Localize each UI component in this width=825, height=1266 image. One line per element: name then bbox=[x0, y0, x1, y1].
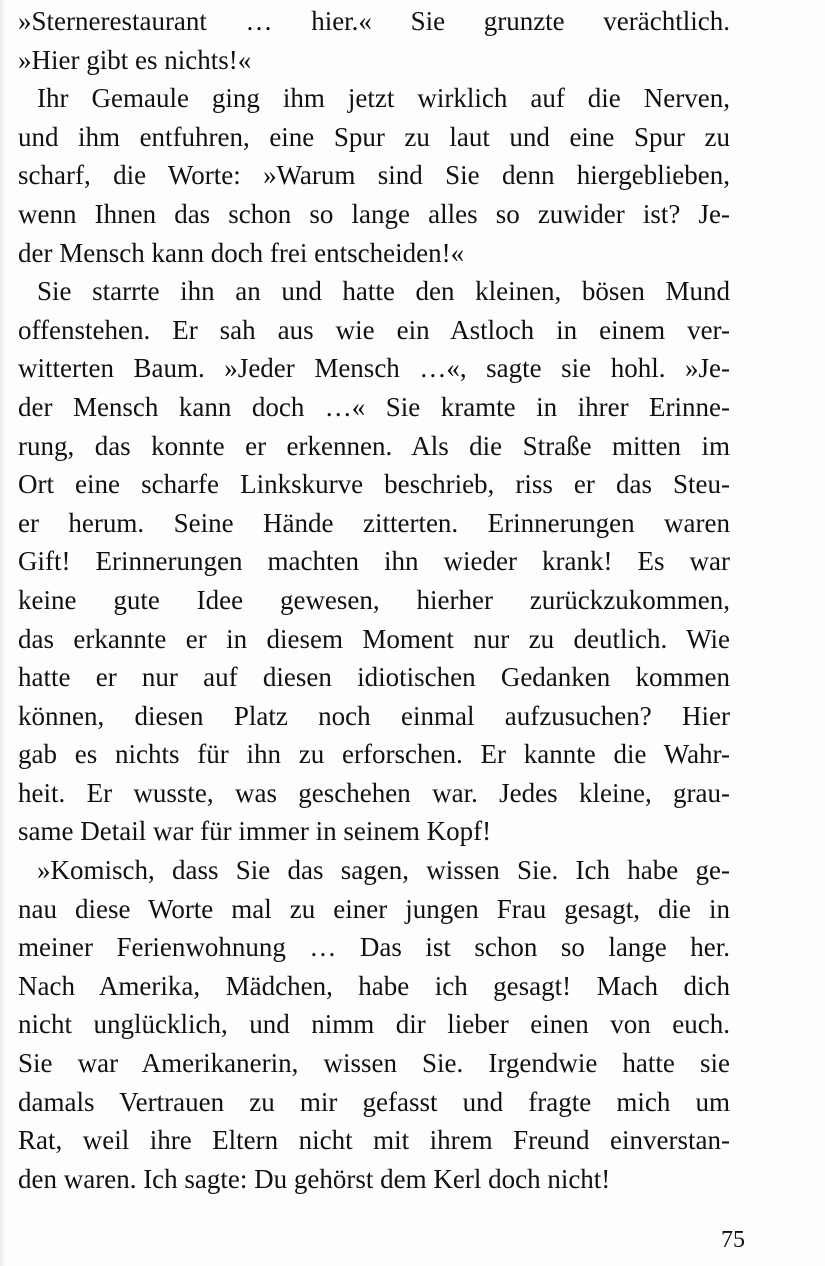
text-line: hatte er nur auf diesen idiotischen Gedanken kommen bbox=[18, 662, 730, 693]
text-line: damals Vertrauen zu mir gefasst und fragte mich um bbox=[18, 1086, 730, 1117]
text-line: und ihm entfuhren, eine Spur zu laut und eine Spur zu bbox=[18, 121, 730, 152]
text-line: Sie war Amerikanerin, wissen Sie. Irgendwie hatte sie bbox=[18, 1048, 730, 1079]
text-line: same Detail war für immer in seinem Kopf! bbox=[18, 816, 492, 847]
text-line: Rat, weil ihre Eltern nicht mit ihrem Freund einverstan- bbox=[18, 1125, 730, 1156]
text-line: den waren. Ich sagte: Du gehörst dem Kerl doch nicht! bbox=[18, 1163, 611, 1194]
text-line: heit. Er wusste, was geschehen war. Jedes kleine, grau- bbox=[18, 777, 730, 808]
text-line: offenstehen. Er sah aus wie ein Astloch in einem ver- bbox=[18, 314, 730, 345]
text-line: meiner Ferienwohnung … Das ist schon so lange her. bbox=[18, 932, 730, 963]
text-line: der Mensch kann doch frei entscheiden!« bbox=[18, 237, 465, 268]
page-left-edge-shadow bbox=[0, 0, 5, 1266]
text-line: das erkannte er in diesem Moment nur zu deutlich. Wie bbox=[18, 623, 730, 654]
text-line: der Mensch kann doch …« Sie kramte in ihrer Erinne- bbox=[18, 391, 730, 422]
text-line: er herum. Seine Hände zitterten. Erinnerungen waren bbox=[18, 507, 730, 538]
paragraph bbox=[18, 2, 730, 79]
text-line: nau diese Worte mal zu einer jungen Frau gesagt, die in bbox=[18, 893, 730, 924]
paragraph bbox=[18, 79, 730, 272]
text-line: wenn Ihnen das schon so lange alles so zuwider ist? Je- bbox=[18, 198, 730, 229]
text-line: rung, das konnte er erkennen. Als die Straße mitten im bbox=[18, 430, 730, 461]
paragraph bbox=[18, 851, 730, 1198]
text-line: »Sternerestaurant … hier.« Sie grunzte verächtlich. bbox=[18, 6, 730, 36]
body-text bbox=[18, 2, 730, 1198]
text-line: »Hier gibt es nichts!« bbox=[18, 44, 252, 75]
page-number: 75 bbox=[721, 1227, 745, 1253]
text-line: nicht unglücklich, und nimm dir lieber einen von euch. bbox=[18, 1009, 730, 1040]
text-line: können, diesen Platz noch einmal aufzusuchen? Hier bbox=[18, 700, 730, 731]
paragraph bbox=[18, 272, 730, 851]
text-line: Ihr Gemaule ging ihm jetzt wirklich auf die Nerven, bbox=[37, 83, 730, 114]
text-line: Sie starrte ihn an und hatte den kleinen, bösen Mund bbox=[37, 276, 730, 307]
text-line: Ort eine scharfe Linkskurve beschrieb, riss er das Steu- bbox=[18, 469, 730, 500]
text-line: Gift! Erinnerungen machten ihn wieder krank! Es war bbox=[18, 546, 730, 577]
text-line: gab es nichts für ihn zu erforschen. Er kannte die Wahr- bbox=[18, 739, 730, 770]
text-line: »Komisch, dass Sie das sagen, wissen Sie. Ich habe ge- bbox=[37, 855, 730, 886]
text-line: keine gute Idee gewesen, hierher zurückzukommen, bbox=[18, 584, 730, 615]
text-line: scharf, die Worte: »Warum sind Sie denn hiergeblieben, bbox=[18, 160, 730, 191]
text-line: Nach Amerika, Mädchen, habe ich gesagt! Mach dich bbox=[18, 970, 730, 1001]
text-line: witterten Baum. »Jeder Mensch …«, sagte sie hohl. »Je- bbox=[18, 353, 730, 384]
